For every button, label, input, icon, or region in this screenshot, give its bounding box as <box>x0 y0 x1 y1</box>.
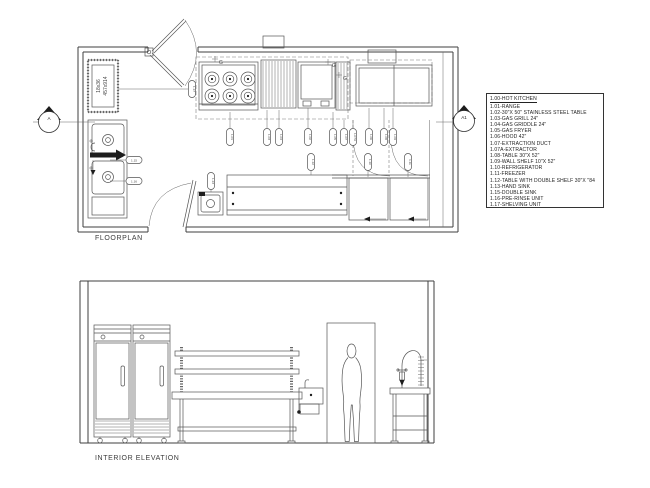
legend-item: 1.04-GAS GRIDDLE 24" <box>490 122 547 129</box>
callout-bubble <box>126 178 142 185</box>
gas-symbol-1: G <box>219 60 223 66</box>
shelving-dim-2: 457x914 <box>103 76 109 96</box>
section-letter-a1: A1 <box>461 115 467 120</box>
legend-item: 1.13-HAND SINK <box>490 183 531 190</box>
svg-text:1.10: 1.10 <box>368 158 373 166</box>
callout-bubble <box>276 129 284 146</box>
prerinse-sink-elevation <box>390 351 430 443</box>
legend-item: 1.07A-EXTRACTOR <box>490 146 537 153</box>
legend-item: 1.05-GAS FRYER <box>490 128 532 135</box>
legend-item: 1.09-WALL SHELF 10"X 52" <box>490 159 556 166</box>
callout-bubble <box>341 129 349 146</box>
svg-text:1.07A: 1.07A <box>353 132 358 142</box>
extraction-duct <box>263 36 284 48</box>
callout-bubble <box>390 129 398 146</box>
svg-text:1.09: 1.09 <box>393 133 398 141</box>
hand-sink-plan <box>198 192 223 215</box>
flow-arrow <box>90 150 126 161</box>
callout-bubble <box>365 154 373 171</box>
svg-text:1.12: 1.12 <box>311 158 316 166</box>
svg-text:1.05: 1.05 <box>333 133 338 141</box>
svg-text:1.04: 1.04 <box>279 133 284 141</box>
svg-text:1.16: 1.16 <box>130 179 138 184</box>
freezer-elevation <box>133 325 170 443</box>
section-letter-a: A <box>47 116 51 121</box>
legend-item: 1.07-EXTRACTION DUCT <box>490 140 551 147</box>
section-marker-a <box>33 106 95 133</box>
svg-text:1.02: 1.02 <box>308 133 313 141</box>
range <box>199 62 258 110</box>
callout-bubble <box>305 129 313 146</box>
legend-item: 1.10-REFRIGERATOR <box>490 165 543 172</box>
callout-bubble <box>405 154 413 171</box>
doorway <box>327 323 375 443</box>
refrigerator-elevation <box>94 325 131 443</box>
callout-bubble <box>366 129 374 146</box>
svg-text:1.01: 1.01 <box>230 133 235 141</box>
svg-text:1.07: 1.07 <box>344 133 349 141</box>
double-swing-door <box>145 19 197 87</box>
legend-item: 1.16-PRE-RINSE UNIT <box>490 196 544 202</box>
wall-shelf-outline <box>350 60 432 103</box>
svg-text:1.17: 1.17 <box>192 85 197 93</box>
legend-item: 1.03-GAS GRILL 24" <box>490 115 539 122</box>
callout-bubble <box>264 129 272 146</box>
shelving-unit <box>88 60 118 112</box>
callout-bubble <box>350 129 358 146</box>
callout-bubble <box>330 129 338 146</box>
legend-item: 1.15-DOUBLE SINK <box>490 189 537 196</box>
callout-bubble <box>381 129 389 146</box>
person-silhouette <box>342 344 361 442</box>
section-marker-a1 <box>436 105 476 132</box>
gas-griddle <box>298 62 335 108</box>
callout-bubble <box>189 81 197 98</box>
svg-text:1.06: 1.06 <box>369 133 374 141</box>
legend-box <box>486 93 604 208</box>
callout-bubble <box>208 173 216 190</box>
interior-door <box>149 180 196 227</box>
gas-symbol-2: G <box>332 63 336 69</box>
svg-text:1.15: 1.15 <box>130 158 138 163</box>
shelf-table-elevation <box>172 347 302 443</box>
elevation-title: INTERIOR ELEVATION <box>95 455 180 462</box>
legend-item: 1.08-TABLE 30"X 52" <box>490 152 540 159</box>
legend-item: 1.01-RANGE <box>490 103 521 110</box>
callout-bubble <box>227 129 235 146</box>
prep-table-plan <box>227 175 347 215</box>
elevation-drawing <box>80 281 434 443</box>
legend-item: 1.02-30"X 50" STAINLESS STEEL TABLE <box>490 109 587 116</box>
svg-text:1.11: 1.11 <box>408 159 413 165</box>
shelving-dim-1: 18x36 <box>96 79 102 93</box>
gas-symbol-3: G <box>343 76 347 82</box>
legend-title: 1.00-HOT KITCHEN <box>490 96 537 102</box>
worktables <box>356 65 432 106</box>
callout-leaders <box>110 89 408 192</box>
floorplan-title: FLOORPLAN <box>95 235 143 242</box>
callout-bubble <box>126 157 142 164</box>
svg-text:1.13: 1.13 <box>211 177 216 185</box>
legend-item: 1.11-FREEZER <box>490 171 526 178</box>
legend-item: 1.06-HOOD 42" <box>490 134 527 141</box>
legend-item: 1.12-TABLE WITH DOUBLE SHELF 30"X "84 <box>490 177 595 184</box>
svg-text:1.08: 1.08 <box>384 133 389 141</box>
double-sink <box>88 120 127 218</box>
svg-text:1.03: 1.03 <box>267 133 272 141</box>
callout-bubble <box>308 154 316 171</box>
legend-item: 1.17-SHELVING UNIT <box>490 202 542 209</box>
floorplan-drawing <box>78 19 458 232</box>
gas-grill <box>261 60 296 108</box>
